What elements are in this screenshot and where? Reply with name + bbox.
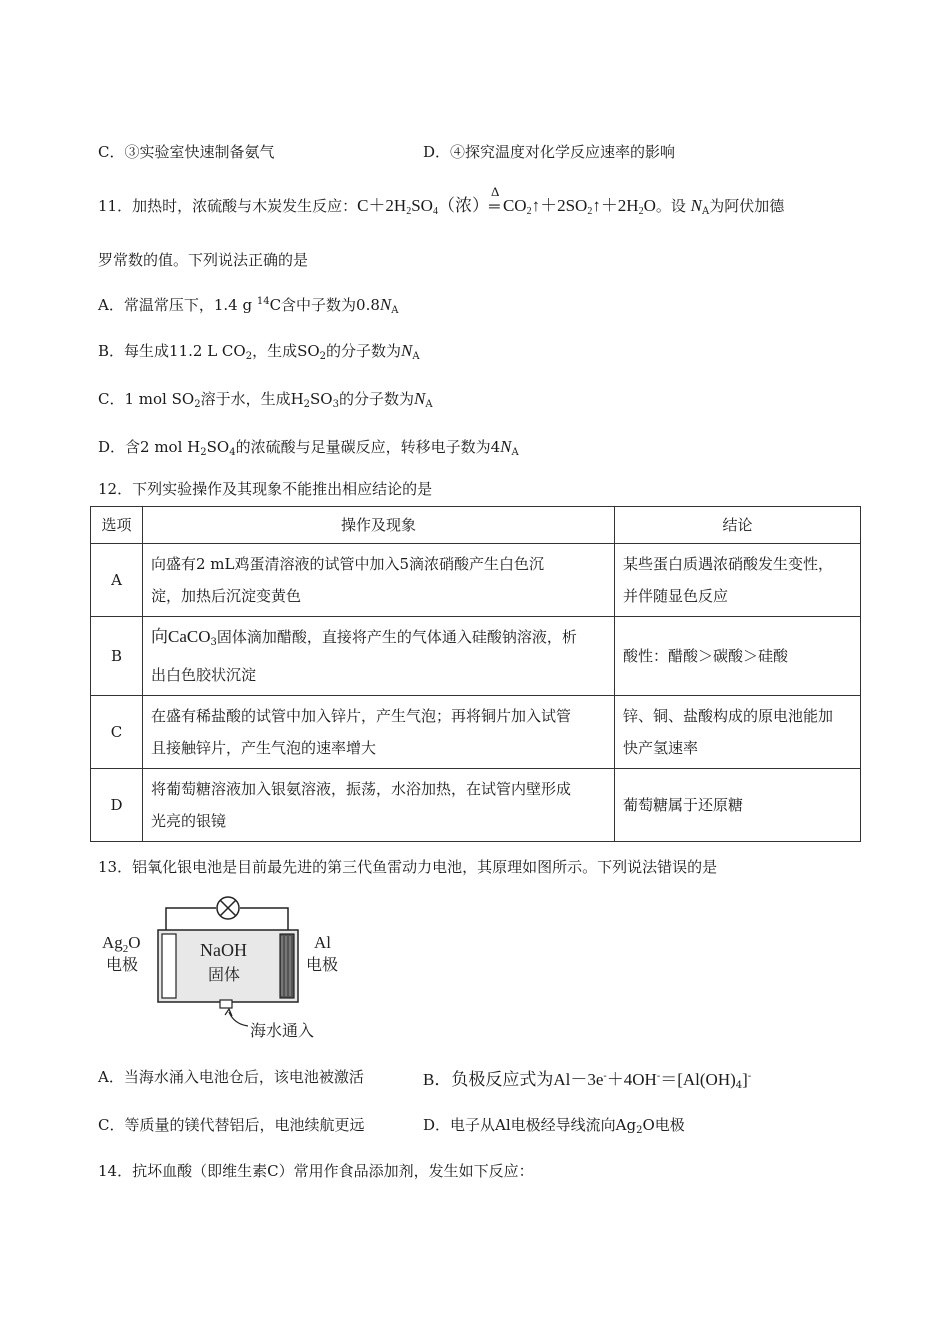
label-solid: 固体 bbox=[208, 965, 241, 984]
q11-c-text: C．1 mol SO bbox=[98, 390, 195, 408]
q13-option-a: A．当海水涌入电池仓后，该电池被激活 bbox=[98, 1068, 364, 1086]
q13-stem: 13．铝氧化银电池是目前最先进的第三代鱼雷动力电池，其原理如图所示。下列说法错误的是 bbox=[98, 858, 718, 876]
q13-d-text: D．电子从Al电极经导线流向Ag bbox=[423, 1116, 637, 1134]
label-naoh: NaOH bbox=[200, 940, 247, 960]
q10-option-c: C．③实验室快速制备氨气 bbox=[98, 143, 275, 161]
q11-stem bbox=[98, 184, 785, 223]
q11-c-na-sub: A bbox=[425, 399, 433, 410]
header-option: 选项 bbox=[91, 507, 143, 544]
row-conclusion bbox=[615, 544, 861, 617]
q11-stem-tail2: 为阿伏加德 bbox=[709, 197, 785, 215]
q11-stem-prefix: 11．加热时，浓硫酸与木炭发生反应： bbox=[98, 197, 358, 215]
label-ag2o-electrode: 电极 bbox=[106, 955, 139, 974]
q11-d-na-sub: A bbox=[511, 447, 519, 458]
q11-a-text2: C含中子数为0.8 bbox=[269, 296, 380, 314]
q11-d-text: D．含2 mol H bbox=[98, 438, 201, 456]
q11-option-d: D．含2 mol $H_2SO_4$的浓硫酸与足量碳反应，转移电子数为$4N_A$ bbox=[98, 437, 519, 458]
avogadro-symbol: N bbox=[690, 196, 703, 215]
label-ag2o-sub: 2 bbox=[122, 943, 129, 955]
op-line: 淀，加热后沉淀变黄色 bbox=[151, 587, 302, 605]
battery-diagram bbox=[96, 888, 356, 1048]
q13-b-text4: ] bbox=[742, 1070, 748, 1089]
q11-option-b: B．每生成11.2 L $CO_2$，生成$SO_2$的分子数为$N_A$ bbox=[98, 341, 420, 362]
q13-d-text2: O电极 bbox=[642, 1116, 685, 1134]
q13-option-d: D．电子从Al电极经导线流向$Ag_2O$电极 bbox=[423, 1116, 685, 1136]
op-line: 光亮的银镜 bbox=[151, 812, 227, 830]
q11-b-text: B．每生成11.2 L CO bbox=[98, 342, 246, 360]
table-row bbox=[91, 696, 861, 769]
label-ag2o: Ag bbox=[102, 933, 123, 952]
q13-option-c: C．等质量的镁代替铝后，电池续航更远 bbox=[98, 1116, 365, 1134]
row-operation bbox=[143, 769, 615, 842]
row-operation bbox=[143, 696, 615, 769]
q11-equation: $C+2H_2SO_4$（浓） Δ ═ $CO_2↑+2SO_2↑+2H_2O$ bbox=[357, 184, 656, 217]
op-line: 在盛有稀盐酸的试管中加入锌片，产生气泡；再将铜片加入试管 bbox=[151, 707, 572, 725]
q11-b-text3: 的分子数为 bbox=[326, 342, 402, 360]
label-seawater-inlet: 海水通入 bbox=[250, 1021, 315, 1040]
q13-option-b: B．负极反应式为$Al-3e^-+4OH^-=[Al(OH)_4]^-$ bbox=[423, 1070, 752, 1091]
q11-d-na: N bbox=[500, 437, 512, 456]
q13-b-text2: ＋4OH bbox=[606, 1070, 657, 1089]
lamp-icon bbox=[217, 897, 239, 919]
table-row bbox=[91, 544, 861, 617]
header-conclusion: 结论 bbox=[615, 507, 861, 544]
q11-a-sup: 14 bbox=[256, 296, 270, 307]
q10-option-d: D．④探究温度对化学反应速率的影响 bbox=[423, 143, 676, 161]
q11-d-text2: SO bbox=[206, 438, 230, 456]
q12-stem: 12．下列实验操作及其现象不能推出相应结论的是 bbox=[98, 480, 433, 498]
row-conclusion: 酸性：醋酸＞碳酸＞硅酸 bbox=[615, 617, 861, 696]
q11-b-na: N bbox=[401, 341, 413, 360]
q11-c-text4: 的分子数为 bbox=[338, 390, 414, 408]
q11-c-na: N bbox=[414, 389, 426, 408]
row-conclusion: 葡萄糖属于还原糖 bbox=[615, 769, 861, 842]
concl-line: 并伴随显色反应 bbox=[623, 587, 729, 605]
q11-stem-tail: 。设 bbox=[655, 197, 686, 215]
row-label: A bbox=[91, 544, 143, 617]
q11-b-na-sub: A bbox=[412, 351, 420, 362]
avogadro-subscript: A bbox=[702, 206, 710, 217]
row-label: B bbox=[91, 617, 143, 696]
q11-c-text2: 溶于水，生成H bbox=[200, 390, 304, 408]
op-line: 将葡萄糖溶液加入银氨溶液，振荡，水浴加热，在试管内壁形成 bbox=[151, 780, 572, 798]
q11-stem-line2: 罗常数的值。下列说法正确的是 bbox=[98, 251, 309, 269]
q13-b-text: B．负极反应式为Al－3e bbox=[423, 1070, 604, 1089]
q11-d-text3: 的浓硫酸与足量碳反应，转移电子数为4 bbox=[235, 438, 501, 456]
label-al-electrode: 电极 bbox=[306, 955, 339, 974]
q11-a-na-sub: A bbox=[391, 305, 399, 316]
concl-line: 快产氢速率 bbox=[623, 739, 699, 757]
op-line: 向盛有2 mL鸡蛋清溶液的试管中加入5滴浓硝酸产生白色沉 bbox=[151, 555, 545, 573]
row-operation bbox=[143, 544, 615, 617]
q11-c-text3: SO bbox=[310, 390, 333, 408]
row-operation: 向CaCO$_3$固体滴加醋酸，直接将产生的气体通入硅酸钠溶液，析 出白色胶状沉淀 bbox=[143, 617, 615, 696]
q11-option-c: C．1 mol $SO_2$溶于水，生成$H_2SO_3$的分子数为$N_A$ bbox=[98, 389, 433, 410]
experiment-table bbox=[90, 506, 861, 842]
table-header-row bbox=[91, 507, 861, 544]
concl-line: 锌、铜、盐酸构成的原电池能加 bbox=[623, 707, 834, 725]
op-line: 出白色胶状沉淀 bbox=[151, 666, 257, 684]
label-ag2o-o: O bbox=[128, 933, 141, 952]
row-conclusion bbox=[615, 696, 861, 769]
q11-a-text: A．常温常压下，1.4 g bbox=[98, 296, 257, 314]
header-operation: 操作及现象 bbox=[143, 507, 615, 544]
table-row bbox=[91, 617, 861, 696]
q11-a-na: N bbox=[379, 295, 392, 314]
label-al: Al bbox=[314, 933, 331, 952]
table-row bbox=[91, 769, 861, 842]
op-chem: 向CaCO bbox=[151, 627, 211, 646]
op-line: 固体滴加醋酸，直接将产生的气体通入硅酸钠溶液，析 bbox=[216, 628, 577, 646]
row-label: D bbox=[91, 769, 143, 842]
q11-b-text2: ，生成SO bbox=[252, 342, 320, 360]
svg-text:Ag2O bbox=[102, 933, 141, 955]
q11-option-a bbox=[98, 291, 398, 322]
q13-b-text3: ＝[Al(OH) bbox=[660, 1070, 736, 1089]
row-label: C bbox=[91, 696, 143, 769]
concl-line: 某些蛋白质遇浓硝酸发生变性， bbox=[623, 555, 834, 573]
op-line: 且接触锌片，产生气泡的速率增大 bbox=[151, 739, 377, 757]
q14-stem: 14．抗坏血酸（即维生素C）常用作食品添加剂，发生如下反应： bbox=[98, 1162, 534, 1180]
